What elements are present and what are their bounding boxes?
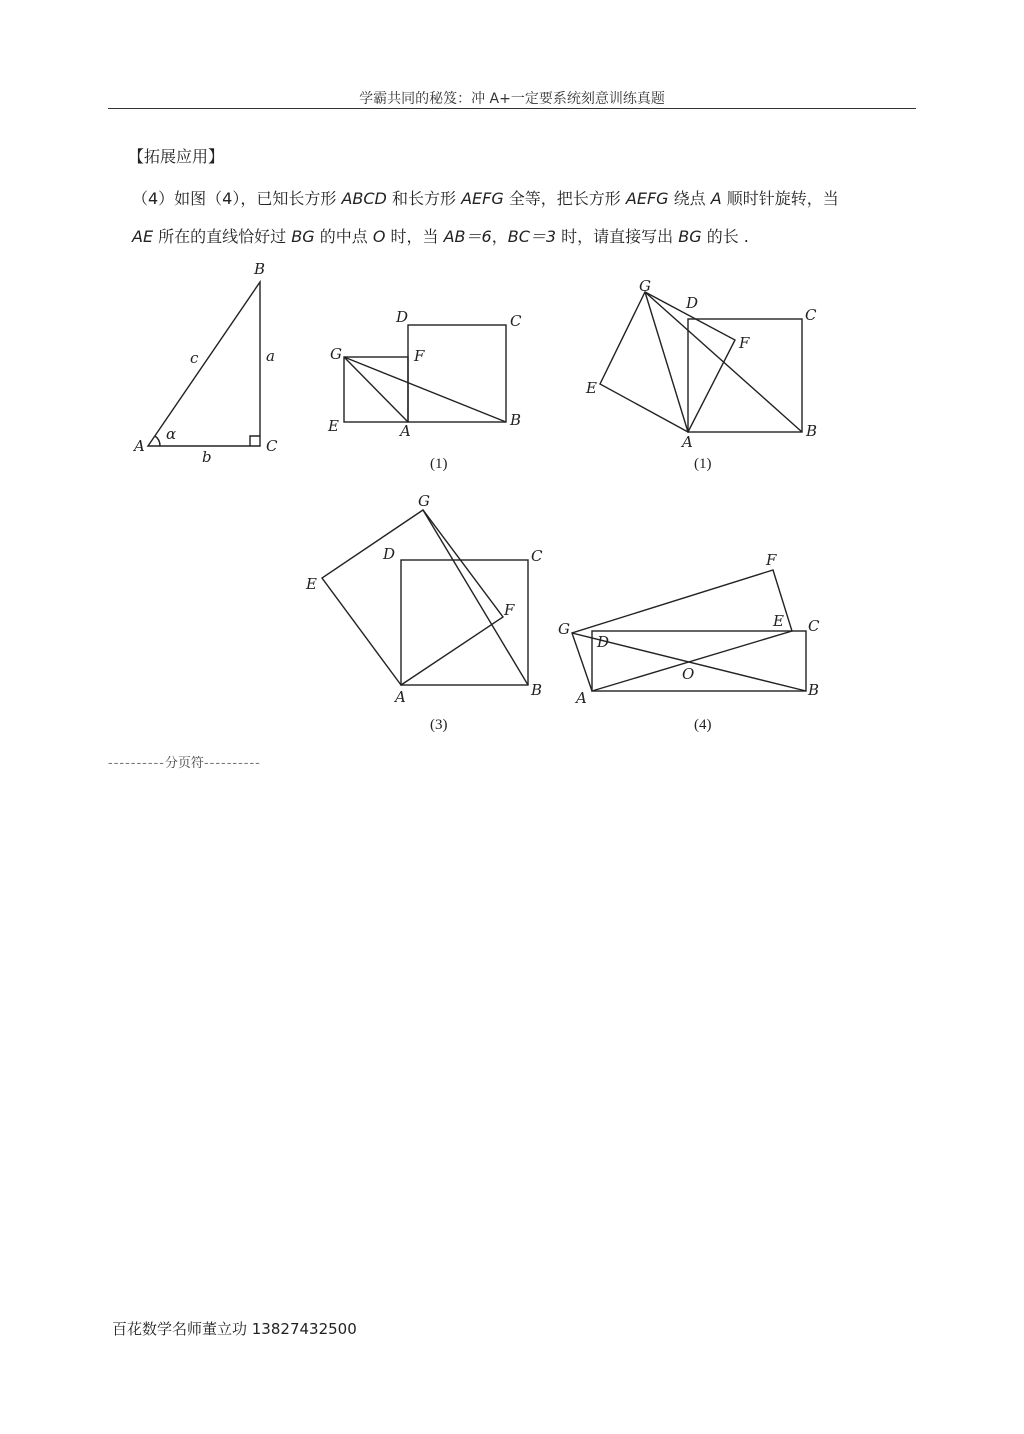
label-B: B xyxy=(806,422,818,440)
problem-text: 时，当 xyxy=(385,227,444,246)
eq-ab: AB＝6 xyxy=(443,227,492,246)
figure-1a-caption: (1) xyxy=(430,456,448,472)
problem-text: 的中点 xyxy=(314,227,373,246)
var-a: A xyxy=(710,189,722,208)
label-A: A xyxy=(395,688,406,706)
label-F: F xyxy=(504,601,515,619)
problem-text: 所在的直线恰好过 xyxy=(153,227,292,246)
label-side-a: a xyxy=(266,347,275,365)
label-C: C xyxy=(805,306,817,324)
problem-text: 全等，把长方形 xyxy=(503,189,626,208)
problem-text: （4）如图（4），已知长方形 xyxy=(132,189,342,208)
label-F: F xyxy=(414,347,425,365)
page-break-dashes: ---------- xyxy=(203,756,261,771)
label-B: B xyxy=(808,681,820,699)
eq-bc: BC＝3 xyxy=(507,227,557,246)
label-C: C xyxy=(266,437,278,455)
label-G: G xyxy=(639,277,651,295)
var-aefg: AEFG xyxy=(625,189,669,208)
page-break-dashes: ---------- xyxy=(108,756,165,771)
figure-1b-caption: (1) xyxy=(694,456,712,472)
var-ae: AE xyxy=(132,227,154,246)
label-D: D xyxy=(686,294,699,312)
label-side-c: c xyxy=(190,349,199,367)
section-heading: 【拓展应用】 xyxy=(128,147,225,166)
label-alpha: α xyxy=(166,425,177,443)
label-F: F xyxy=(739,334,750,352)
var-aefg: AEFG xyxy=(461,189,504,208)
footer-text: 百花数学名师董立功 13827432500 xyxy=(112,1320,357,1338)
var-bg: BG xyxy=(291,227,315,246)
label-G: G xyxy=(418,492,430,510)
label-A: A xyxy=(576,689,587,707)
var-o: O xyxy=(372,227,386,246)
label-B: B xyxy=(510,411,522,429)
label-E: E xyxy=(586,379,597,397)
label-C: C xyxy=(531,547,543,565)
label-E: E xyxy=(328,417,339,435)
label-C: C xyxy=(808,617,820,635)
page-break-marker xyxy=(108,752,261,771)
problem-text: ， xyxy=(491,227,508,246)
var-abcd: ABCD xyxy=(341,189,387,208)
label-O: O xyxy=(682,665,695,683)
problem-text: 和长方形 xyxy=(386,189,462,208)
label-E: E xyxy=(306,575,317,593)
label-G: G xyxy=(330,345,342,363)
problem-text: 时，请直接写出 xyxy=(556,227,679,246)
label-B: B xyxy=(531,681,543,699)
label-A: A xyxy=(682,433,693,451)
figure-3-caption: (3) xyxy=(430,717,448,733)
figure-4-caption: (4) xyxy=(694,717,712,733)
page-break-label: 分页符 xyxy=(164,756,204,771)
label-D: D xyxy=(597,633,610,651)
label-side-b: b xyxy=(202,448,212,466)
page-header-text: 学霸共同的秘笈：冲 A+一定要系统刻意训练真题 xyxy=(359,91,665,107)
label-A: A xyxy=(134,437,145,455)
label-B: B xyxy=(254,260,266,278)
var-bg: BG xyxy=(678,227,702,246)
label-C: C xyxy=(510,312,522,330)
label-E: E xyxy=(773,612,784,630)
label-D: D xyxy=(383,545,396,563)
problem-text: 的长 . xyxy=(701,227,749,246)
problem-text: 顺时针旋转，当 xyxy=(721,189,839,208)
label-D: D xyxy=(396,308,409,326)
label-A: A xyxy=(400,422,411,440)
label-F: F xyxy=(766,551,777,569)
problem-text: 绕点 xyxy=(668,189,711,208)
label-G: G xyxy=(558,620,570,638)
